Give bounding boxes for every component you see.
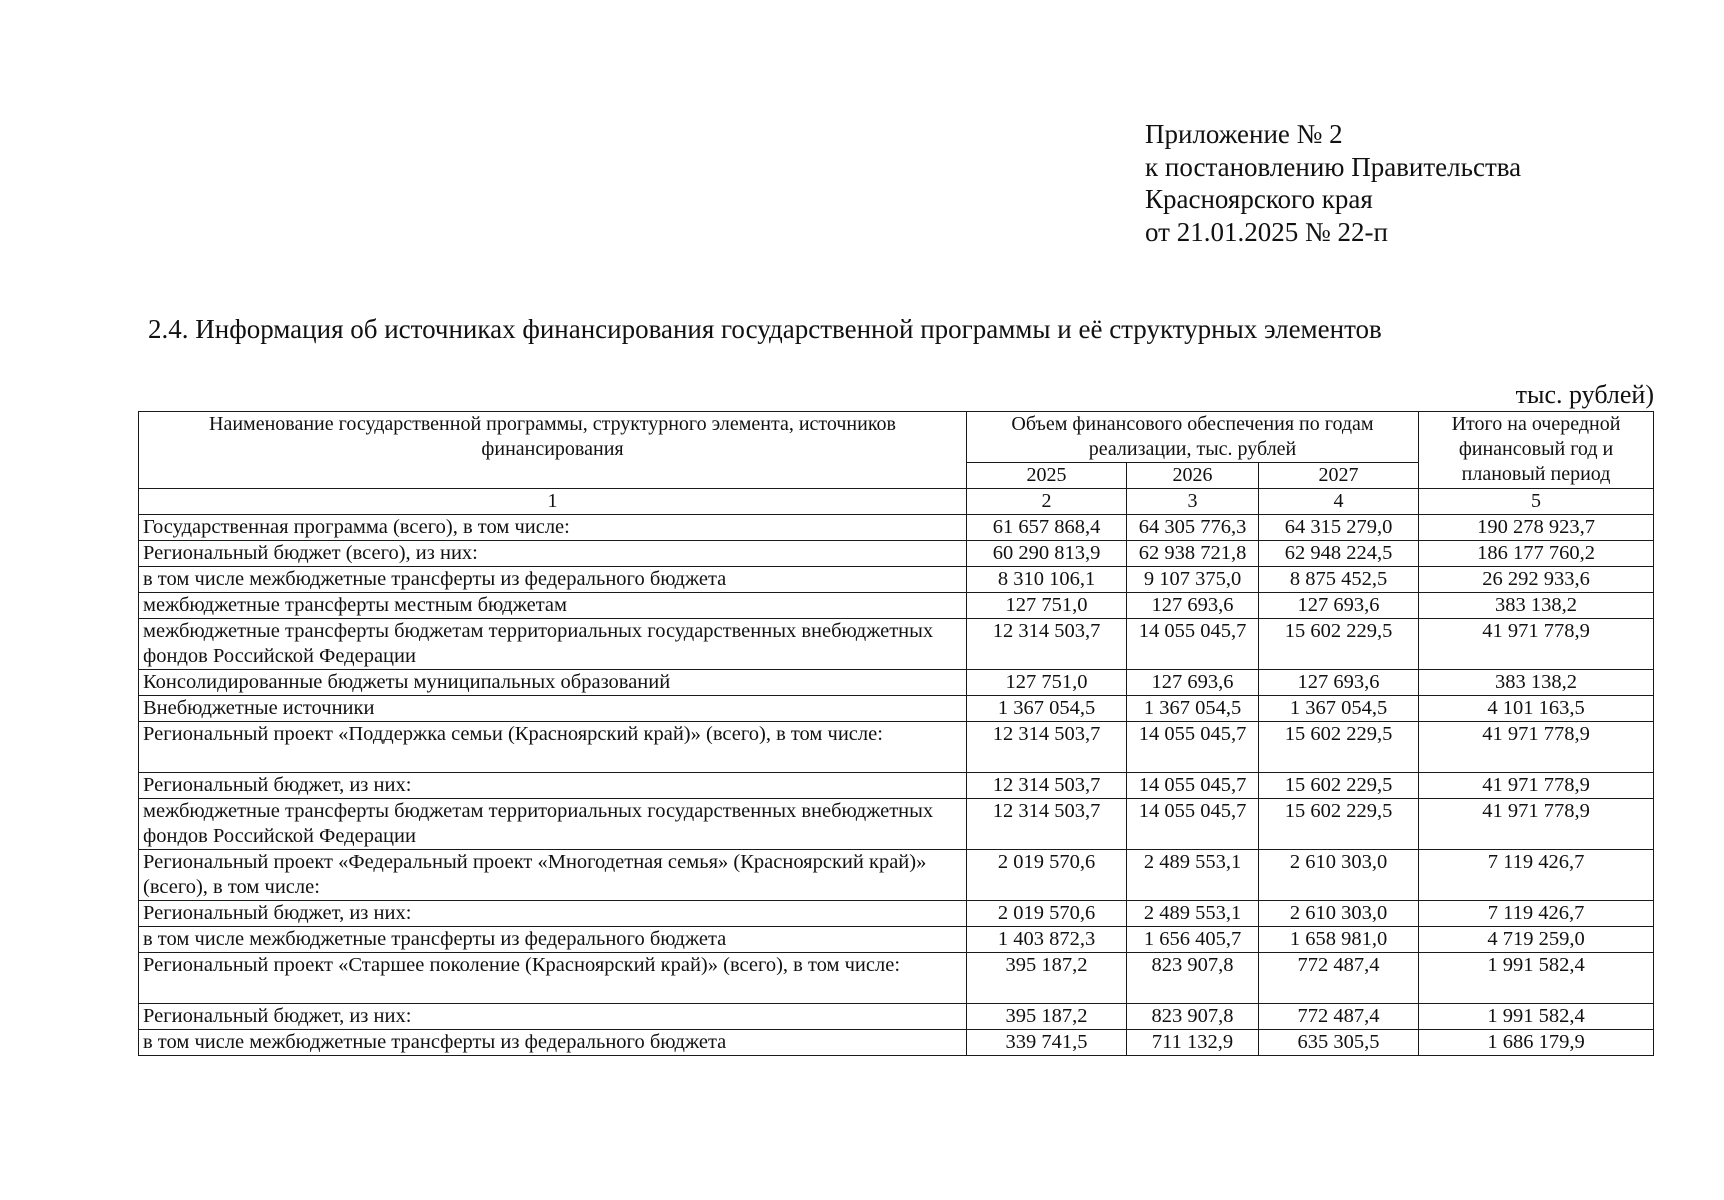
value-total-cell: 26 292 933,6 (1419, 567, 1654, 593)
value-2026-cell: 14 055 045,7 (1127, 619, 1259, 670)
value-total-cell: 4 101 163,5 (1419, 696, 1654, 722)
value-total-cell: 41 971 778,9 (1419, 722, 1654, 773)
value-2026-cell: 64 305 776,3 (1127, 515, 1259, 541)
value-2026-cell: 127 693,6 (1127, 670, 1259, 696)
header-year-2026: 2026 (1127, 463, 1259, 489)
value-2027-cell: 15 602 229,5 (1259, 619, 1419, 670)
value-2027-cell: 127 693,6 (1259, 593, 1419, 619)
value-total-cell: 41 971 778,9 (1419, 773, 1654, 799)
value-2025-cell: 127 751,0 (967, 670, 1127, 696)
row-name-cell: в том числе межбюджетные трансферты из федерального бюджета (139, 927, 967, 953)
value-2025-cell: 1 403 872,3 (967, 927, 1127, 953)
value-2026-cell: 711 132,9 (1127, 1030, 1259, 1056)
table-row (139, 670, 1654, 696)
value-2026-cell: 62 938 721,8 (1127, 541, 1259, 567)
units-label: тыс. рублей) (1515, 380, 1654, 409)
table-row (139, 619, 1654, 670)
row-name-cell: в том числе межбюджетные трансферты из федерального бюджета (139, 1030, 967, 1056)
column-number: 1 (139, 489, 967, 515)
value-2025-cell: 60 290 813,9 (967, 541, 1127, 567)
value-2026-cell: 14 055 045,7 (1127, 773, 1259, 799)
section-heading: 2.4. Информация об источниках финансирования государственной программы и её структурных элементов (148, 314, 1382, 344)
appendix-block (1145, 118, 1521, 248)
header-name-column: Наименование государственной программы, структурного элемента, источников финансирования (139, 412, 967, 489)
row-name-cell: в том числе межбюджетные трансферты из федерального бюджета (139, 567, 967, 593)
value-2025-cell: 1 367 054,5 (967, 696, 1127, 722)
value-2027-cell: 1 658 981,0 (1259, 927, 1419, 953)
value-2027-cell: 15 602 229,5 (1259, 722, 1419, 773)
value-2027-cell: 15 602 229,5 (1259, 773, 1419, 799)
row-name-cell: межбюджетные трансферты местным бюджетам (139, 593, 967, 619)
row-name-cell: Региональный проект «Поддержка семьи (Красноярский край)» (всего), в том числе: (139, 722, 967, 773)
row-name-cell: Региональный бюджет (всего), из них: (139, 541, 967, 567)
column-numbers-row (139, 489, 1654, 515)
table-row (139, 567, 1654, 593)
value-total-cell: 7 119 426,7 (1419, 850, 1654, 901)
value-2027-cell: 635 305,5 (1259, 1030, 1419, 1056)
value-total-cell: 7 119 426,7 (1419, 901, 1654, 927)
appendix-date: от 21.01.2025 № 22-п (1145, 216, 1388, 247)
value-2027-cell: 2 610 303,0 (1259, 850, 1419, 901)
table-row (139, 722, 1654, 773)
value-2026-cell: 1 656 405,7 (1127, 927, 1259, 953)
row-name-cell: Региональный бюджет, из них: (139, 1004, 967, 1030)
value-2026-cell: 2 489 553,1 (1127, 850, 1259, 901)
value-total-cell: 186 177 760,2 (1419, 541, 1654, 567)
appendix-region: Красноярского края (1145, 184, 1373, 214)
row-name-cell: Региональный проект «Федеральный проект «Многодетная семья» (Красноярский край)» (всего), в том числе: (139, 850, 967, 901)
value-2026-cell: 14 055 045,7 (1127, 722, 1259, 773)
value-2027-cell: 772 487,4 (1259, 1004, 1419, 1030)
table-row (139, 515, 1654, 541)
column-number: 2 (967, 489, 1127, 515)
value-2026-cell: 823 907,8 (1127, 953, 1259, 1004)
column-number: 5 (1419, 489, 1654, 515)
financing-table (138, 411, 1654, 1056)
value-2027-cell: 64 315 279,0 (1259, 515, 1419, 541)
value-2025-cell: 395 187,2 (967, 1004, 1127, 1030)
value-2026-cell: 14 055 045,7 (1127, 799, 1259, 850)
value-2025-cell: 339 741,5 (967, 1030, 1127, 1056)
row-name-cell: Региональный бюджет, из них: (139, 773, 967, 799)
value-2025-cell: 2 019 570,6 (967, 850, 1127, 901)
header-year-2025: 2025 (967, 463, 1127, 489)
value-2025-cell: 127 751,0 (967, 593, 1127, 619)
row-name-cell: Государственная программа (всего), в том числе: (139, 515, 967, 541)
table-row (139, 953, 1654, 1004)
value-2026-cell: 2 489 553,1 (1127, 901, 1259, 927)
value-2025-cell: 12 314 503,7 (967, 722, 1127, 773)
header-volume-column: Объем финансового обеспечения по годам реализации, тыс. рублей (967, 412, 1419, 463)
value-total-cell: 41 971 778,9 (1419, 619, 1654, 670)
value-2026-cell: 127 693,6 (1127, 593, 1259, 619)
row-name-cell: межбюджетные трансферты бюджетам территориальных государственных внебюджетных фондов Российской Федерации (139, 799, 967, 850)
header-total-column: Итого на очередной финансовый год и плановый период (1419, 412, 1654, 489)
row-name-cell: межбюджетные трансферты бюджетам территориальных государственных внебюджетных фондов Российской Федерации (139, 619, 967, 670)
value-2026-cell: 823 907,8 (1127, 1004, 1259, 1030)
header-year-2027: 2027 (1259, 463, 1419, 489)
table-row (139, 1004, 1654, 1030)
value-2025-cell: 8 310 106,1 (967, 567, 1127, 593)
value-2025-cell: 12 314 503,7 (967, 799, 1127, 850)
value-2027-cell: 1 367 054,5 (1259, 696, 1419, 722)
table-row (139, 799, 1654, 850)
value-2025-cell: 395 187,2 (967, 953, 1127, 1004)
row-name-cell: Региональный бюджет, из них: (139, 901, 967, 927)
table-row (139, 773, 1654, 799)
appendix-resolution: к постановлению Правительства (1145, 151, 1522, 182)
header-row (139, 412, 1654, 463)
appendix-title: Приложение № 2 (1145, 119, 1343, 149)
table-row (139, 696, 1654, 722)
value-2025-cell: 2 019 570,6 (967, 901, 1127, 927)
value-total-cell: 4 719 259,0 (1419, 927, 1654, 953)
value-total-cell: 190 278 923,7 (1419, 515, 1654, 541)
value-2026-cell: 1 367 054,5 (1127, 696, 1259, 722)
table-row (139, 541, 1654, 567)
value-2025-cell: 61 657 868,4 (967, 515, 1127, 541)
row-name-cell: Региональный проект «Старшее поколение (Красноярский край)» (всего), в том числе: (139, 953, 967, 1004)
row-name-cell: Внебюджетные источники (139, 696, 967, 722)
value-total-cell: 41 971 778,9 (1419, 799, 1654, 850)
value-total-cell: 1 991 582,4 (1419, 1004, 1654, 1030)
value-2027-cell: 772 487,4 (1259, 953, 1419, 1004)
table-row (139, 850, 1654, 901)
value-total-cell: 383 138,2 (1419, 670, 1654, 696)
value-2026-cell: 9 107 375,0 (1127, 567, 1259, 593)
column-number: 3 (1127, 489, 1259, 515)
value-2025-cell: 12 314 503,7 (967, 773, 1127, 799)
value-2025-cell: 12 314 503,7 (967, 619, 1127, 670)
value-total-cell: 1 686 179,9 (1419, 1030, 1654, 1056)
row-name-cell: Консолидированные бюджеты муниципальных образований (139, 670, 967, 696)
table-row (139, 1030, 1654, 1056)
value-total-cell: 1 991 582,4 (1419, 953, 1654, 1004)
table-row (139, 593, 1654, 619)
table-row (139, 901, 1654, 927)
table-row (139, 927, 1654, 953)
column-number: 4 (1259, 489, 1419, 515)
value-2027-cell: 62 948 224,5 (1259, 541, 1419, 567)
value-2027-cell: 127 693,6 (1259, 670, 1419, 696)
value-total-cell: 383 138,2 (1419, 593, 1654, 619)
value-2027-cell: 15 602 229,5 (1259, 799, 1419, 850)
value-2027-cell: 8 875 452,5 (1259, 567, 1419, 593)
value-2027-cell: 2 610 303,0 (1259, 901, 1419, 927)
